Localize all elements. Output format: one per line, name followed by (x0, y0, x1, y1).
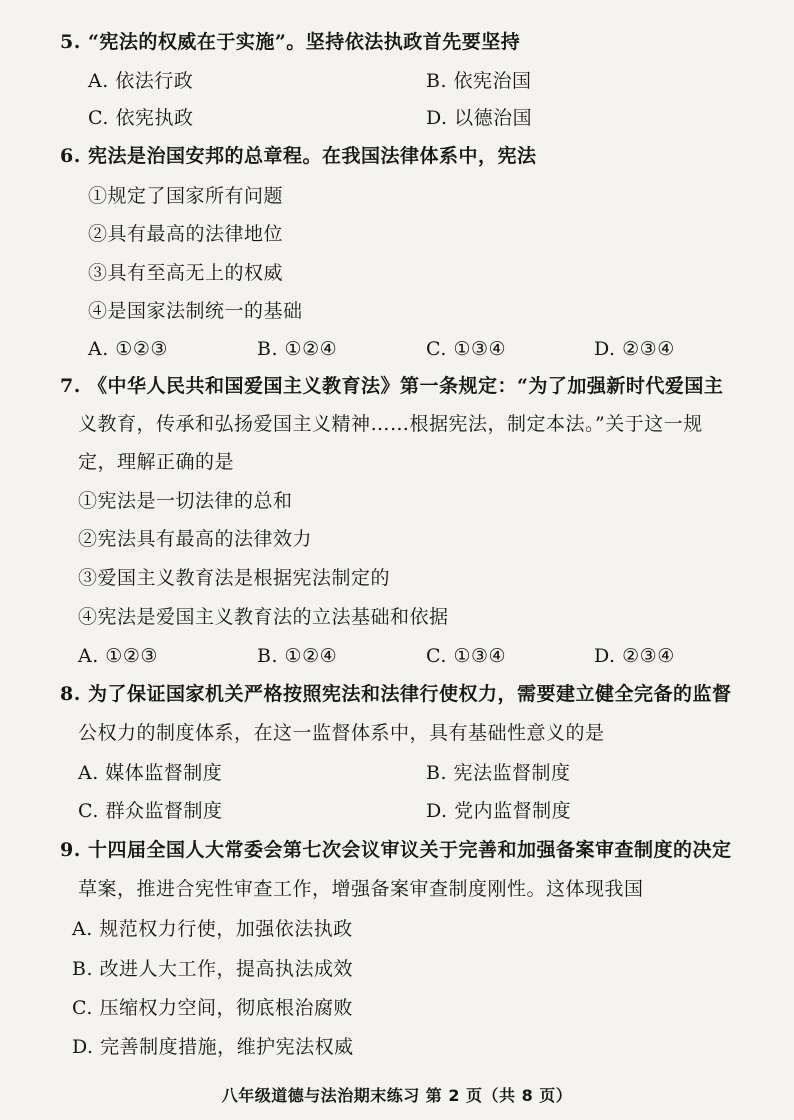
question-6-option-a: A. ①②③ (88, 338, 168, 360)
question-9-stem-line-1: 9. 十四届全国人大常委会第七次会议审议关于完善和加强备案审查制度的决定 (60, 839, 732, 861)
question-7-item-1: ①宪法是一切法律的总和 (78, 490, 293, 512)
question-7-option-b: B. ①②④ (257, 645, 338, 667)
question-7-item-2: ②宪法具有最高的法律效力 (78, 528, 313, 550)
question-5-option-b: B. 依宪治国 (426, 70, 532, 92)
question-7-item-4: ④宪法是爱国主义教育法的立法基础和依据 (78, 606, 449, 628)
question-9-option-b: B. 改进人大工作，提高执法成效 (72, 958, 354, 980)
question-7-option-d: D. ②③④ (594, 645, 675, 667)
question-6-item-3: ③具有至高无上的权威 (88, 262, 284, 284)
question-8-option-c: C. 群众监督制度 (78, 800, 223, 822)
question-6-item-1: ①规定了国家所有问题 (88, 185, 284, 207)
question-7-option-a: A. ①②③ (78, 645, 158, 667)
question-6-item-2: ②具有最高的法律地位 (88, 223, 284, 245)
question-5-stem: 5. “宪法的权威在于实施”。坚持依法执政首先要坚持 (60, 31, 521, 53)
question-5-option-c: C. 依宪执政 (88, 107, 194, 129)
question-5-option-d: D. 以德治国 (426, 107, 533, 129)
question-7-item-3: ③爱国主义教育法是根据宪法制定的 (78, 567, 391, 589)
question-9-option-a: A. 规范权力行使，加强依法执政 (72, 918, 353, 940)
question-8-option-d: D. 党内监督制度 (426, 800, 572, 822)
question-8-option-a: A. 媒体监督制度 (78, 762, 223, 784)
page-footer: 八年级道德与法治期末练习 第 2 页（共 8 页） (221, 1086, 573, 1105)
question-6-stem: 6. 宪法是治国安邦的总章程。在我国法律体系中，宪法 (60, 145, 537, 167)
question-9-stem-line-2: 草案，推进合宪性审查工作，增强备案审查制度刚性。这体现我国 (78, 878, 644, 900)
question-7-stem-line-2: 义教育，传承和弘扬爱国主义精神……根据宪法，制定本法。”关于这一规 (78, 413, 703, 435)
question-6-option-c: C. ①③④ (426, 338, 507, 360)
question-5-option-a: A. 依法行政 (88, 70, 194, 92)
question-7-option-c: C. ①③④ (426, 645, 507, 667)
question-6-option-b: B. ①②④ (257, 338, 338, 360)
question-7-stem-line-1: 7. 《中华人民共和国爱国主义教育法》第一条规定：“为了加强新时代爱国主 (60, 375, 724, 397)
question-7-stem-line-3: 定，理解正确的是 (78, 451, 235, 473)
question-8-option-b: B. 宪法监督制度 (426, 762, 571, 784)
question-9-option-c: C. 压缩权力空间，彻底根治腐败 (72, 997, 353, 1019)
question-8-stem-line-1: 8. 为了保证国家机关严格按照宪法和法律行使权力，需要建立健全完备的监督 (60, 683, 732, 705)
question-9-option-d: D. 完善制度措施，维护宪法权威 (72, 1036, 354, 1058)
question-6-item-4: ④是国家法制统一的基础 (88, 300, 303, 322)
question-6-option-d: D. ②③④ (594, 338, 675, 360)
question-8-stem-line-2: 公权力的制度体系，在这一监督体系中，具有基础性意义的是 (78, 722, 605, 744)
